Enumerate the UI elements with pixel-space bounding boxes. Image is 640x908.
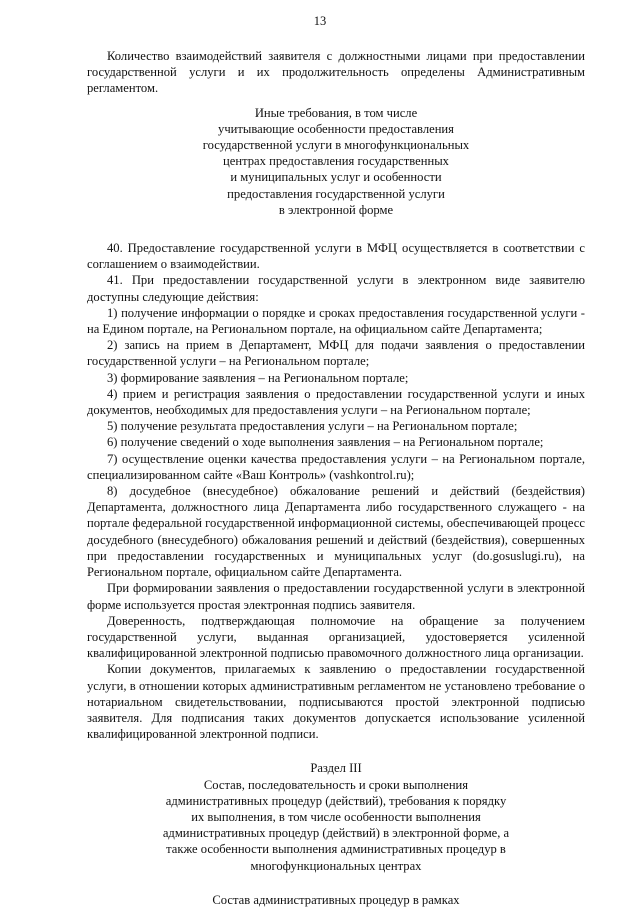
list-item-5: 5) получение результата предоставления услуги – на Региональном портале; (107, 419, 518, 434)
heading-line: центрах предоставления государственных (223, 154, 449, 169)
heading-line: и муниципальных услуг и особенности (230, 170, 442, 185)
subheading: Состав административных процедур в рамках (212, 892, 460, 907)
paragraph-41: 41. При предоставлении государственной услуги в электронном виде заявителю доступны следующие действия: (87, 273, 585, 304)
list-item-1: 1) получение информации о порядке и сроках предоставления государственной услуги - на Едином портале, на Региональном портале, на официальном сайте Департамента; (87, 305, 585, 337)
intro-paragraph: Количество взаимодействий заявителя с должностными лицами при предоставлении государственной услуги и их продолжительность определены Административным регламентом. (87, 49, 585, 96)
heading-line: государственной услуги в многофункциональных (202, 138, 470, 153)
list-item-6: 6) получение сведений о ходе выполнения заявления – на Региональном портале; (107, 435, 544, 450)
list-item-4: 4) прием и регистрация заявления о предоставлении государственной услуги и иных документов, необходимых для предоставления услуги – на Региональном портале; (87, 386, 585, 418)
heading-line: в электронной форме (278, 202, 394, 217)
document-copies-paragraph: Копии документов, прилагаемых к заявлению о предоставлении государственной услуги, в отношении которых административным регламентом не установлено требование о нотариальном свидетельствовании, подписываются простой электронной подписью заявителя. Для подписания таких документов допускается использование усиленной квалифицированной электронной подписи. (87, 662, 585, 742)
heading-line: административных процедур (действий), требования к порядку (165, 793, 507, 808)
section-title: Раздел III (310, 761, 362, 776)
section-heading-electronic (87, 105, 585, 218)
heading-line: Иные требования, в том числе (254, 105, 418, 120)
document-body (87, 48, 585, 908)
paragraph-40: 40. Предоставление государственной услуги в МФЦ осуществляется в соответствии с соглашением о взаимодействии. (87, 241, 585, 272)
heading-line: также особенности выполнения административных процедур в (166, 842, 506, 857)
list-item-7: 7) осуществление оценки качества предоставления услуги – на Региональном портале, специализированном сайте «Ваш Контроль» (vashkontrol.ru); (87, 451, 585, 482)
power-of-attorney-paragraph: Доверенность, подтверждающая полномочие на обращение за получением государственной услуги, выданная организацией, удостоверяется усиленной квалифицированной электронной подписью правомочного должностного лица организации. (87, 613, 585, 661)
signature-paragraph: При формировании заявления о предоставлении государственной услуги в электронной форме используется простая электронная подпись заявителя. (87, 581, 585, 612)
list-item-3: 3) формирование заявления – на Региональном портале; (107, 370, 409, 385)
heading-line: учитывающие особенности предоставления (218, 121, 454, 136)
list-item-2: 2) запись на прием в Департамент, МФЦ для подачи заявления о предоставлении государственной услуги – на Региональном портале; (87, 338, 585, 369)
page-number: 13 (313, 14, 327, 28)
heading-line: их выполнения, в том числе особенности выполнения (191, 809, 481, 824)
heading-line: предоставления государственной услуги (227, 186, 445, 201)
heading-line: административных процедур (действий) в электронной форме, а (162, 826, 510, 841)
heading-line: Состав, последовательность и сроки выполнения (203, 777, 469, 792)
heading-line: многофункциональных центрах (250, 858, 422, 873)
list-item-8: 8) досудебное (внесудебное) обжалование решений и действий (бездействия) Департамента, должностного лица Департамента либо государственного служащего - на портале федеральной государственной информационной системы, обеспечивающей процесс досудебного (внесудебного) обжалования решений и действий (бездействия), совершенных при предоставлении государственных и муниципальных услуг (do.gosuslugi.ru), на Региональном портале, официальном сайте Департамента. (87, 484, 585, 580)
section-heading-procedures (87, 777, 585, 874)
